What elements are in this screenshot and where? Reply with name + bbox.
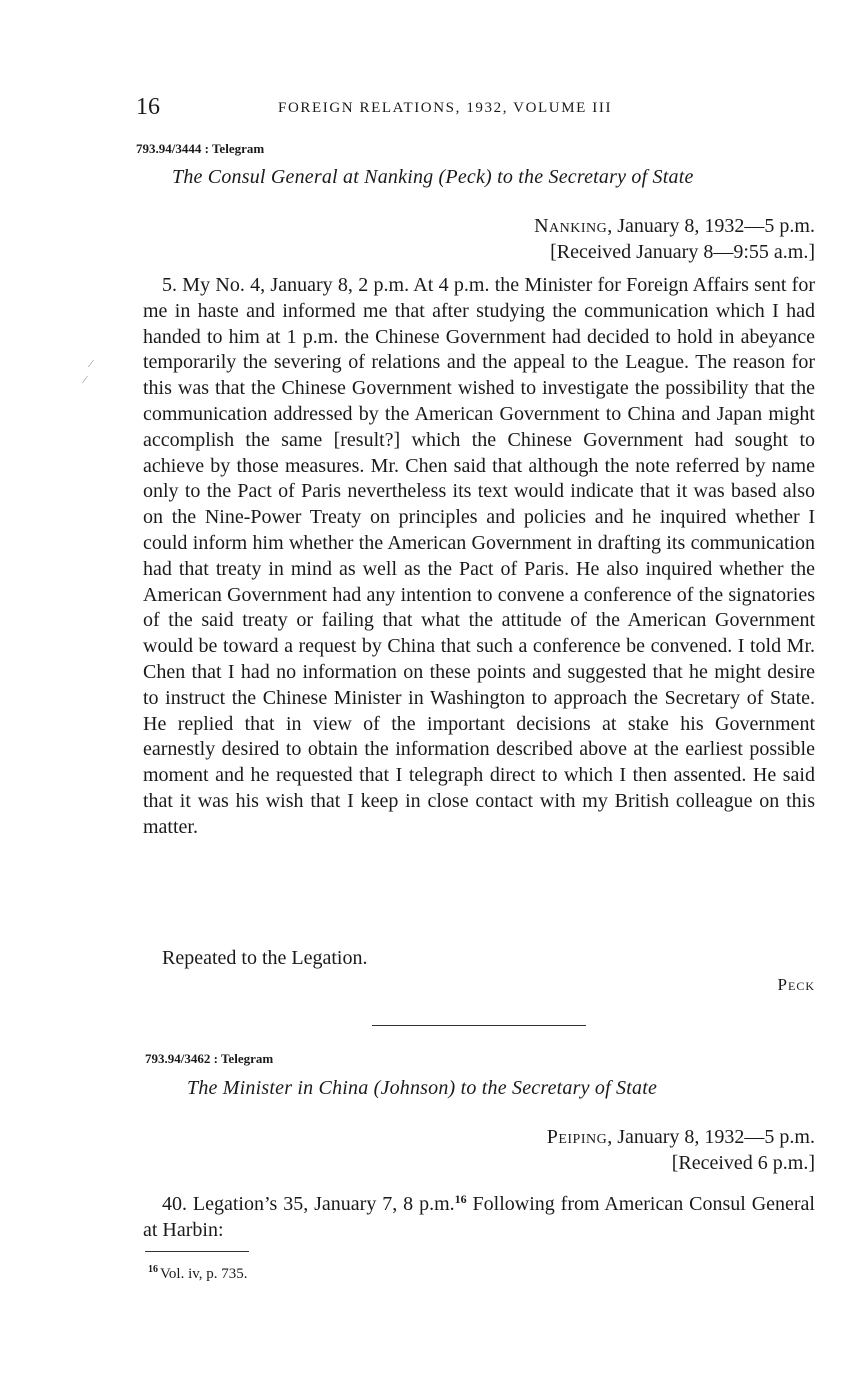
- scan-mark: ⁄: [90, 358, 92, 370]
- document-title: The Consul General at Nanking (Peck) to the Secretary of State: [172, 166, 694, 188]
- telegram-body: [143, 1187, 815, 1244]
- body-text: 40. Legation’s 35, January 7, 8 p.m.: [162, 1193, 455, 1215]
- footnote-divider: [145, 1251, 249, 1252]
- dateline-place: Nanking: [534, 215, 608, 237]
- scan-mark: ⁄: [84, 374, 86, 386]
- section-divider: [372, 1025, 586, 1026]
- dateline: [547, 1126, 815, 1149]
- closing-line: Repeated to the Legation.: [162, 947, 368, 969]
- file-number: 793.94/3444 : Telegram: [136, 141, 265, 156]
- page-number: 16: [136, 94, 160, 120]
- body-text-continued: Following from American Consul General at Harbin:: [143, 1193, 815, 1241]
- dateline: [534, 215, 815, 238]
- footnote-reference[interactable]: 16: [454, 1192, 467, 1206]
- file-number: 793.94/3462 : Telegram: [145, 1051, 274, 1066]
- footnote-text: Vol. iv, p. 735.: [160, 1266, 248, 1282]
- footnote: [148, 1264, 248, 1283]
- received-line: [Received January 8—9:55 a.m.]: [550, 241, 815, 263]
- running-head: FOREIGN RELATIONS, 1932, VOLUME III: [278, 100, 613, 116]
- dateline-date: , January 8, 1932—5 p.m.: [607, 215, 815, 237]
- footnote-marker: 16: [148, 1264, 158, 1275]
- signature: Peck: [777, 975, 815, 994]
- telegram-body: 5. My No. 4, January 8, 2 p.m. At 4 p.m. the Minister for Foreign Affairs sent for me in haste and informed me that after studying the communication which I had handed to him at 1 p.m. the Chinese Government had decided to hold in abeyance temporarily the severing of relations and the appeal to the League. The reason for this was that the Chinese Government wished to investigate the possibility that the communication addressed by the American Government to China and Japan might accomplish the same [result?] which the Chinese Government had sought to achieve by those measures. Mr. Chen said that although the note referred by name only to the Pact of Paris nevertheless its text would indicate that it was based also on the Nine-Power Treaty on principles and policies and he inquired whether I could inform him whether the American Government in drafting its communication had that treaty in mind as well as the Pact of Paris. He also inquired whether the American Government had any intention to convene a conference of the signatories of the said treaty or failing that what the attitude of the American Government would be toward a request by China that such a conference be convened. I told Mr. Chen that I had no information on these points and suggested that he might desire to instruct the Chinese Minister in Washington to approach the Secretary of State. He replied that in view of the important decisions at stake his Government earnestly desired to obtain the information described above at the earliest possible moment and he requested that I telegraph direct to which I then assented. He said that it was his wish that I keep in close contact with my British colleague on this matter.: [143, 274, 815, 838]
- document-title: The Minister in China (Johnson) to the Secretary of State: [187, 1077, 658, 1099]
- received-line: [Received 6 p.m.]: [671, 1152, 815, 1174]
- dateline-place: Peiping: [546, 1126, 608, 1148]
- dateline-date: , January 8, 1932—5 p.m.: [607, 1126, 815, 1148]
